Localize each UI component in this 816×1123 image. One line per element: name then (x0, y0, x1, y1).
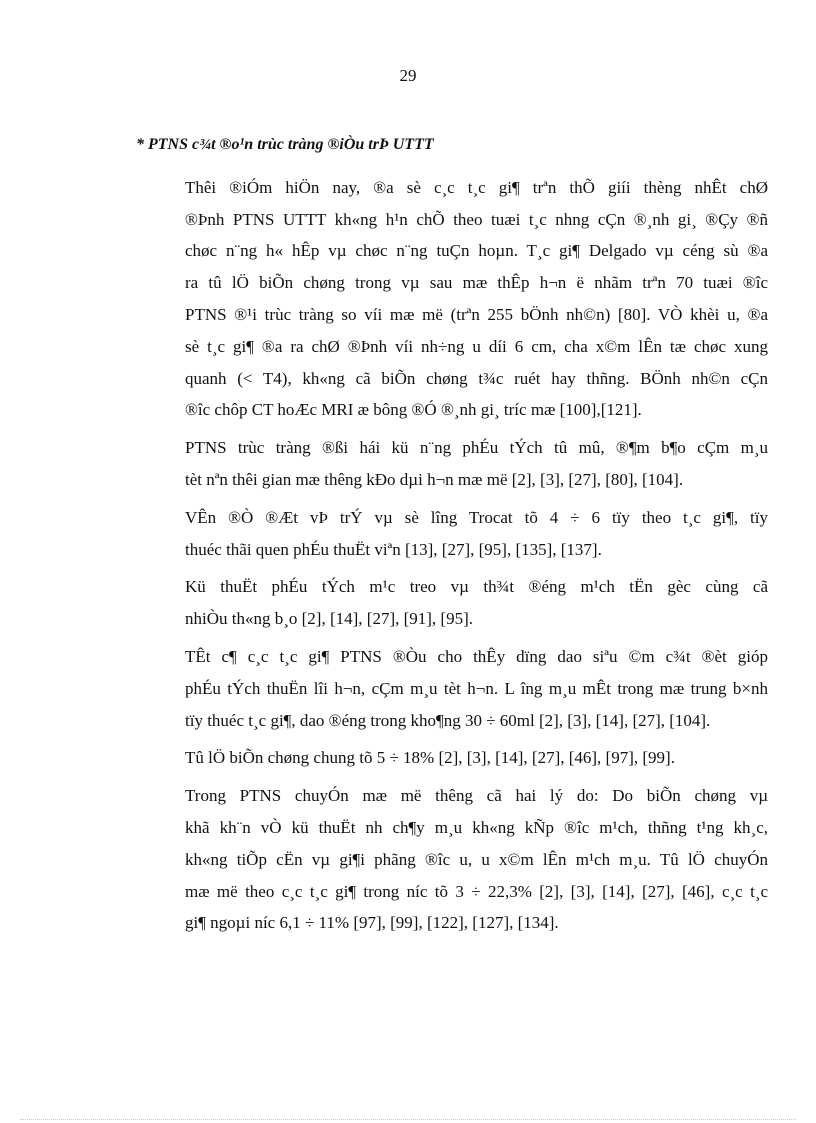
text-line: PTNS ®¹i trùc tràng so víi mæ më (trªn 255 bÖnh nh©n) [80]. VÒ khèi u, ®a (185, 304, 768, 324)
text-line: quanh (< T4), kh«ng cã biÕn chøng t¾c ruét hay thñng. BÖnh nh©n cÇn (185, 368, 768, 388)
text-line: sè t¸c gi¶ ®a ra chØ ®Þnh víi nh÷ng u díi 6 cm, cha x©m lÊn tæ chøc xung (185, 336, 768, 356)
paragraph (136, 502, 768, 566)
text-line: mæ më theo c¸c t¸c gi¶ trong níc tõ 3 ÷ 22,3% [2], [3], [14], [27], [46], c¸c t¸c (185, 881, 768, 901)
text-line: nhiÒu th«ng b¸o [2], [14], [27], [91], [95]. (185, 609, 473, 629)
text-line: phÉu tÝch thuËn lîi h¬n, cÇm m¸u tèt h¬n. L îng m¸u mÊt trong mæ trung b×nh (185, 678, 768, 698)
page-number: 29 (399, 66, 417, 85)
text-line: tïy thuéc t¸c gi¶, dao ®éng trong kho¶ng 30 ÷ 60ml [2], [3], [14], [27], [104]. (185, 710, 711, 730)
text-line: PTNS trùc tràng ®ßi hái kü n¨ng phÉu tÝch tû mû, ®¶m b¶o cÇm m¸u (185, 438, 768, 458)
document-body (136, 129, 768, 945)
text-line: Thêi ®iÓm hiÖn nay, ®a sè c¸c t¸c gi¶ trªn thÕ giíi thèng nhÊt chØ (185, 177, 768, 197)
text-line: VÊn ®Ò ®Æt vÞ trÝ vµ sè lîng Trocat tõ 4 ÷ 6 tïy theo t¸c gi¶, tïy (185, 507, 768, 527)
text-line: Trong PTNS chuyÓn mæ më thêng cã hai lý do: Do biÕn chøng vµ (185, 786, 768, 806)
text-line: Kü thuËt phÉu tÝch m¹c treo vµ th¾t ®éng m¹ch tËn gèc cùng cã (185, 577, 768, 597)
text-line: ®Þnh PTNS UTTT kh«ng h¹n chÕ theo tuæi t¸c nhng cÇn ®¸nh gi¸ ®Çy ®ñ (185, 209, 768, 229)
text-line: Tû lÖ biÕn chøng chung tõ 5 ÷ 18% [2], [3], [14], [27], [46], [97], [99]. (185, 748, 675, 768)
text-line: thuéc thãi quen phÉu thuËt viªn [13], [27], [95], [135], [137]. (185, 539, 602, 559)
text-line: TÊt c¶ c¸c t¸c gi¶ PTNS ®Òu cho thÊy dïng dao siªu ©m c¾t ®èt gióp (185, 646, 768, 666)
text-line: gi¶ ngoµi níc 6,1 ÷ 11% [97], [99], [122], [127], [134]. (185, 913, 559, 933)
paragraph (136, 571, 768, 635)
text-line: kh«ng tiÕp cËn vµ gi¶i phãng ®îc u, u x©m lÊn m¹ch m¸u. Tû lÖ chuyÓn (185, 849, 768, 869)
paragraph (136, 780, 768, 939)
section-heading: * PTNS c¾t ®o¹n trùc tràng ®iÒu trÞ UTTT (136, 136, 434, 153)
text-line: ®îc chôp CT hoÆc MRI æ bông ®Ó ®¸nh gi¸ tríc mæ [100],[121]. (185, 400, 642, 420)
text-line: chøc n¨ng h« hÊp vµ chøc n¨ng tuÇn hoµn. T¸c gi¶ Delgado vµ céng sù ®a (185, 241, 768, 261)
text-line: ra tû lÖ biÕn chøng trong vµ sau mæ thÊp h¬n ë nhãm trªn 70 tuæi ®îc (185, 273, 768, 293)
text-line: khã kh¨n vÒ kü thuËt nh ch¶y m¸u kh«ng kÑp ®îc m¹ch, thñng t¹ng kh¸c, (185, 817, 768, 837)
paragraph (136, 641, 768, 736)
page-bottom-rule (20, 1119, 796, 1120)
paragraph (136, 172, 768, 426)
paragraph (136, 742, 768, 774)
text-line: tèt nªn thêi gian mæ thêng kÐo dµi h¬n mæ më [2], [3], [27], [80], [104]. (185, 469, 684, 489)
paragraph (136, 432, 768, 496)
